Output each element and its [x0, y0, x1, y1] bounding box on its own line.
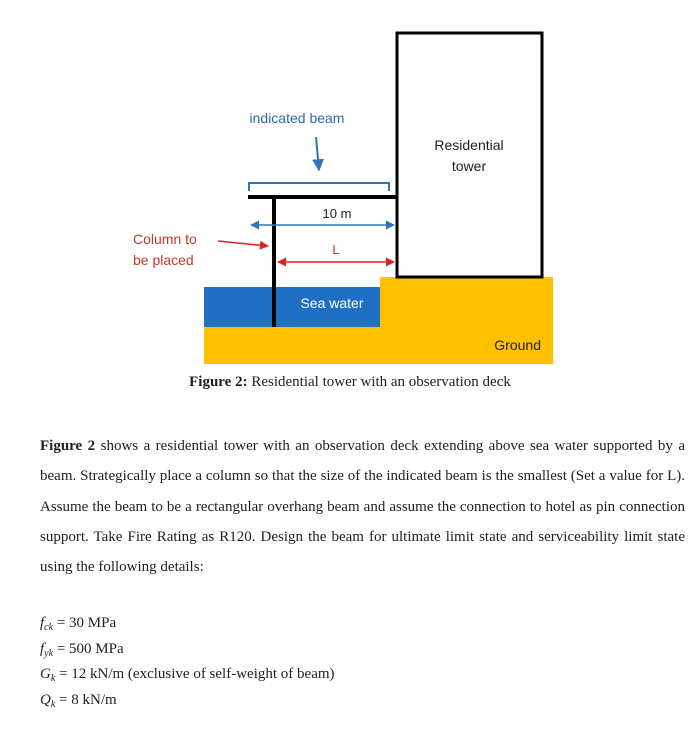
figure-caption-prefix: Figure 2:: [189, 374, 248, 390]
detail-value: = 12 kN/m (exclusive of self-weight of beam): [55, 666, 335, 682]
indicated-beam-arrow: [316, 137, 319, 170]
detail-symbol: Q: [40, 691, 51, 708]
paragraph-figure-ref: Figure 2: [40, 438, 96, 454]
ground-label: Ground: [494, 337, 541, 353]
l-label: L: [332, 242, 340, 257]
tower-label-line2: tower: [451, 158, 487, 174]
detail-row-fyk: [40, 637, 335, 663]
problem-paragraph: [40, 431, 685, 582]
detail-value: = 500 MPa: [53, 640, 124, 657]
detail-row-qk: [40, 688, 335, 714]
figure-caption: [0, 374, 700, 391]
detail-subscript: yk: [44, 647, 54, 659]
sea-water-label: Sea water: [300, 295, 364, 311]
detail-symbol: f: [40, 640, 45, 657]
detail-subscript: ck: [44, 622, 54, 633]
detail-subscript: k: [50, 673, 56, 684]
paragraph-body: shows a residential tower with an observation deck extending above sea water supported by a beam. Strategically place a column so that the size of the indicated beam is the smallest (Set a value for L). Assume the beam to be a rectangular overhang beam and assume the connection to hotel as pin connection support. Take Fire Rating as R120. Design the beam for ultimate limit state and serviceability limit state using the following details:: [40, 438, 685, 576]
detail-value: = 8 kN/m: [55, 691, 117, 708]
design-details: [40, 611, 335, 713]
detail-subscript: k: [50, 698, 56, 710]
column-pointer-arrow: [218, 241, 268, 246]
column-label-line2: be placed: [133, 252, 194, 268]
detail-symbol: G: [40, 666, 51, 682]
detail-symbol: f: [40, 615, 45, 631]
detail-row-fck: [40, 611, 335, 637]
tower-label-line1: Residential: [434, 137, 504, 153]
indicated-beam-label: indicated beam: [249, 110, 345, 126]
detail-row-gk: [40, 662, 335, 688]
residential-tower: [397, 33, 542, 277]
detail-value: = 30 MPa: [53, 615, 117, 631]
span-label: 10 m: [322, 206, 352, 221]
beam-bracket: [249, 183, 389, 191]
column-label-line1: Column to: [133, 231, 197, 247]
figure-caption-text: Residential tower with an observation deck: [247, 374, 511, 390]
